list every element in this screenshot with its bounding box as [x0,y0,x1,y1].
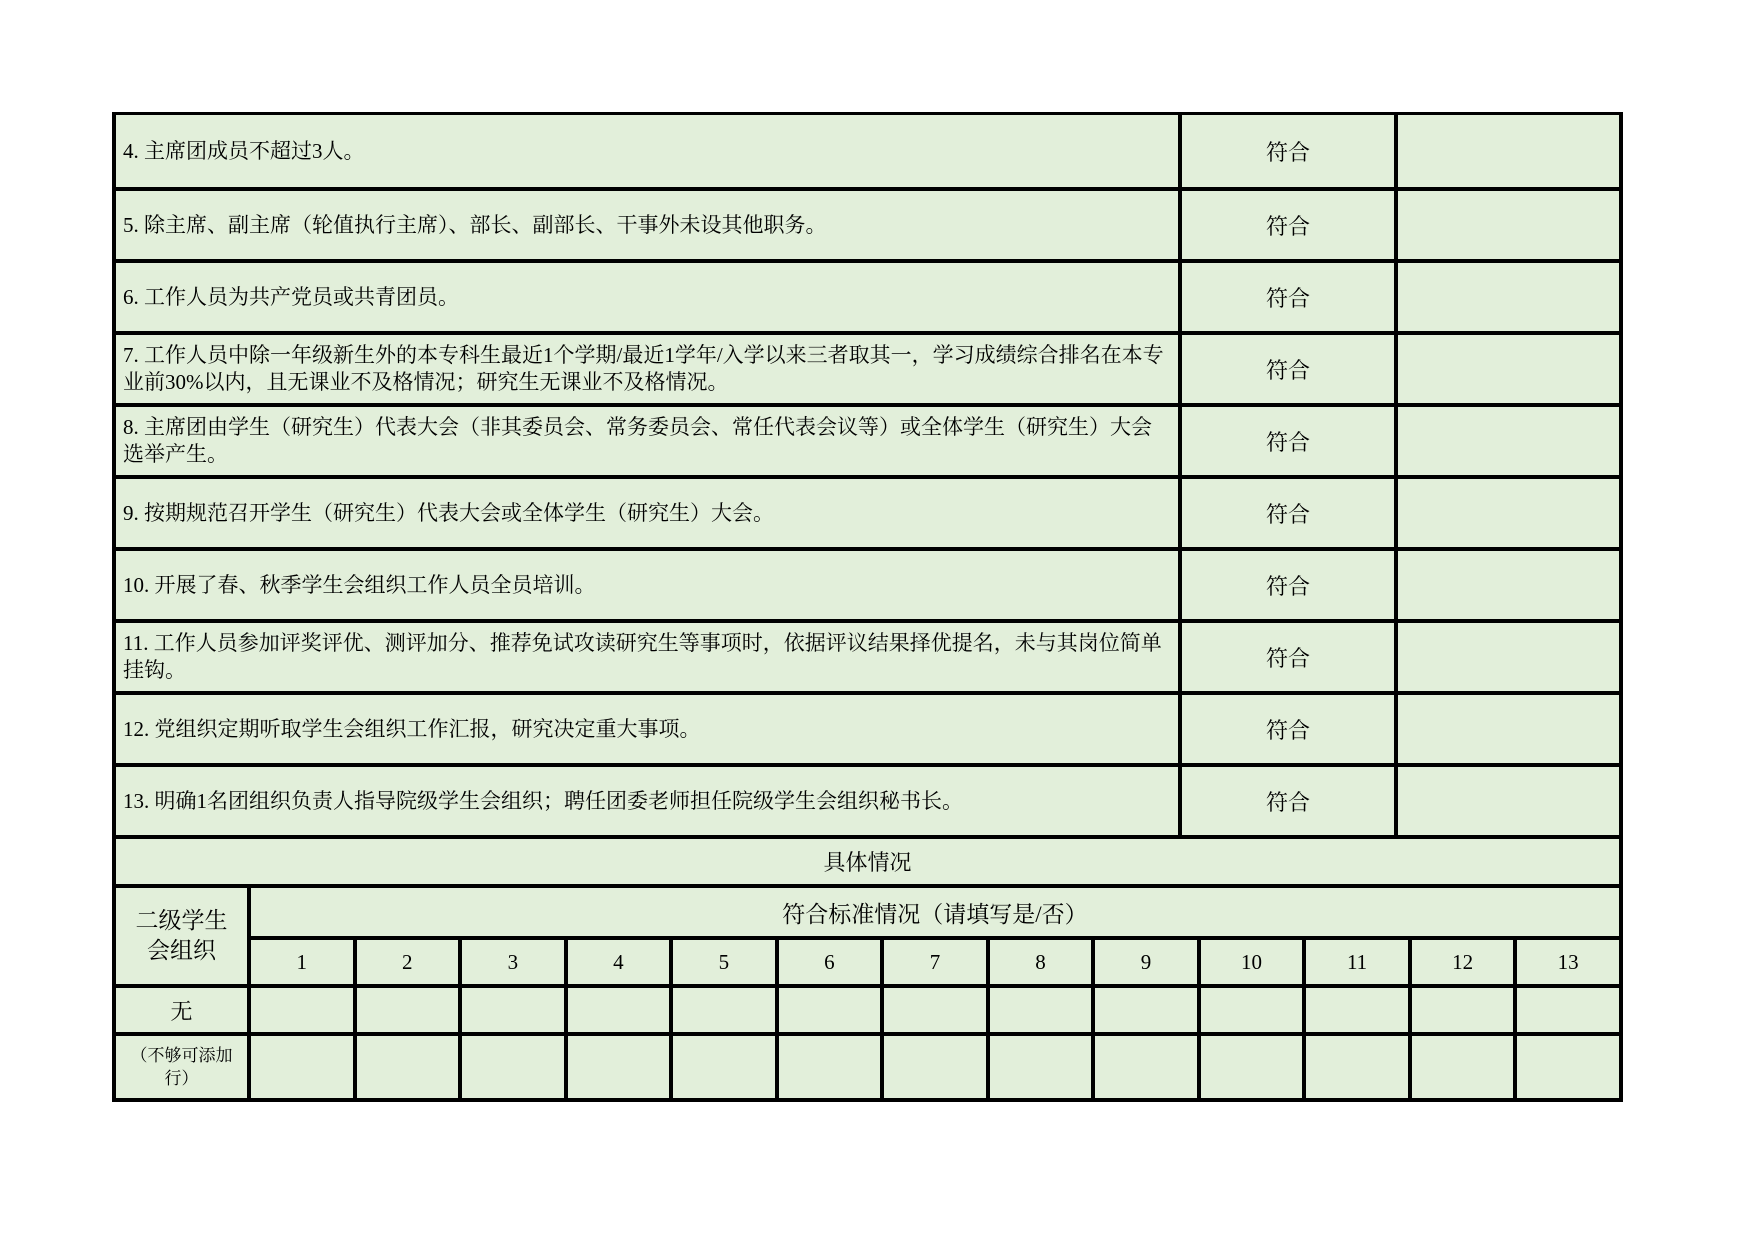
criteria-text-8: 8. 主席团由学生（研究生）代表大会（非其委员会、常务委员会、常任代表会议等）或全体学生（研究生）大会选举产生。 [123,415,1152,466]
col-number-1: 1 [296,949,308,974]
col-number-13: 13 [1513,940,1619,984]
status-cell-11[interactable]: 符合 [1178,623,1394,691]
fill-cell[interactable] [564,988,670,1032]
fill-cell[interactable] [669,1036,775,1098]
status-cell-7[interactable]: 符合 [1178,335,1394,403]
compliance-table [112,112,1623,1102]
fill-cell[interactable] [1513,1036,1619,1098]
col-number-11: 11 [1302,940,1408,984]
remark-cell-5[interactable] [1394,191,1619,259]
fill-cell[interactable] [1302,988,1408,1032]
remark-cell-8[interactable] [1394,407,1619,475]
status-cell-8[interactable]: 符合 [1178,407,1394,475]
table-row-13 [116,763,1619,835]
fill-cell[interactable] [458,988,564,1032]
org-row-none [116,984,1619,1032]
status-cell-10[interactable]: 符合 [1178,551,1394,619]
fill-cell[interactable] [775,1036,881,1098]
table-row-4 [116,115,1619,187]
status-cell-5[interactable]: 符合 [1178,191,1394,259]
standards-header: 符合标准情况（请填写是/否） [782,901,1088,927]
fill-cell[interactable] [1197,988,1303,1032]
fill-cell[interactable] [880,988,986,1032]
criteria-text-5: 5. 除主席、副主席（轮值执行主席）、部长、副部长、干事外未设其他职务。 [123,212,827,237]
fill-cell[interactable] [1408,1036,1514,1098]
criteria-text-7: 7. 工作人员中除一年级新生外的本专科生最近1个学期/最近1学年/入学以来三者取其一，学习成绩综合排名在本专业前30%以内，且无课业不及格情况；研究生无课业不及格情况。 [123,343,1164,394]
status-cell-6[interactable]: 符合 [1178,263,1394,331]
fill-cell[interactable] [1302,1036,1408,1098]
remark-cell-9[interactable] [1394,479,1619,547]
criteria-text-9: 9. 按期规范召开学生（研究生）代表大会或全体学生（研究生）大会。 [123,500,774,525]
fill-cell[interactable] [1091,988,1197,1032]
fill-cell[interactable] [1197,1036,1303,1098]
fill-cell[interactable] [564,1036,670,1098]
status-cell-13[interactable]: 符合 [1178,767,1394,835]
col-number-5: 5 [669,940,775,984]
table-row-5 [116,187,1619,259]
col-number-4: 4 [564,940,670,984]
criteria-text-11: 11. 工作人员参加评奖评优、测评加分、推荐免试攻读研究生等事项时，依据评议结果择优提名，未与其岗位简单挂钩。 [123,631,1162,682]
table-row-12 [116,691,1619,763]
fill-cell[interactable] [775,988,881,1032]
remark-cell-7[interactable] [1394,335,1619,403]
fill-cell[interactable] [986,988,1092,1032]
table-row-7 [116,331,1619,403]
fill-cell[interactable] [247,988,353,1032]
table-row-8 [116,403,1619,475]
fill-cell[interactable] [458,1036,564,1098]
remark-cell-11[interactable] [1394,623,1619,691]
section-title: 具体情况 [116,835,1619,884]
criteria-text-13: 13. 明确1名团组织负责人指导院级学生会组织；聘任团委老师担任院级学生会组织秘书长。 [123,788,963,813]
column-numbers-row [251,936,1619,984]
org-none-label: 无 [170,998,193,1024]
remark-cell-6[interactable] [1394,263,1619,331]
col-number-8: 8 [986,940,1092,984]
fill-cell[interactable] [1513,988,1619,1032]
fill-cell[interactable] [247,1036,353,1098]
col-number-2: 2 [353,940,459,984]
fill-cell[interactable] [1091,1036,1197,1098]
standards-header-block [247,888,1619,984]
remark-cell-12[interactable] [1394,695,1619,763]
table-row-6 [116,259,1619,331]
criteria-text-4: 4. 主席团成员不超过3人。 [123,138,365,163]
col-number-6: 6 [775,940,881,984]
remark-cell-13[interactable] [1394,767,1619,835]
add-rows-note: （不够可添加行） [130,1046,233,1088]
fill-cell[interactable] [353,988,459,1032]
fill-cell[interactable] [353,1036,459,1098]
table-row-9 [116,475,1619,547]
org-label: 二级学生会组织 [135,908,228,963]
fill-cell[interactable] [986,1036,1092,1098]
org-row-extra [116,1032,1619,1098]
status-cell-4[interactable]: 符合 [1178,115,1394,187]
bottom-header-band [116,884,1619,984]
status-cell-12[interactable]: 符合 [1178,695,1394,763]
col-number-12: 12 [1408,940,1514,984]
fill-cell[interactable] [880,1036,986,1098]
table-row-11 [116,619,1619,691]
col-number-3: 3 [458,940,564,984]
col-number-9: 9 [1091,940,1197,984]
criteria-text-10: 10. 开展了春、秋季学生会组织工作人员全员培训。 [123,572,596,597]
fill-cell[interactable] [669,988,775,1032]
criteria-text-12: 12. 党组织定期听取学生会组织工作汇报，研究决定重大事项。 [123,716,701,741]
remark-cell-4[interactable] [1394,115,1619,187]
fill-cell[interactable] [1408,988,1514,1032]
status-cell-9[interactable]: 符合 [1178,479,1394,547]
col-number-10: 10 [1197,940,1303,984]
remark-cell-10[interactable] [1394,551,1619,619]
table-row-10 [116,547,1619,619]
col-number-7: 7 [880,940,986,984]
criteria-text-6: 6. 工作人员为共产党员或共青团员。 [123,284,459,309]
